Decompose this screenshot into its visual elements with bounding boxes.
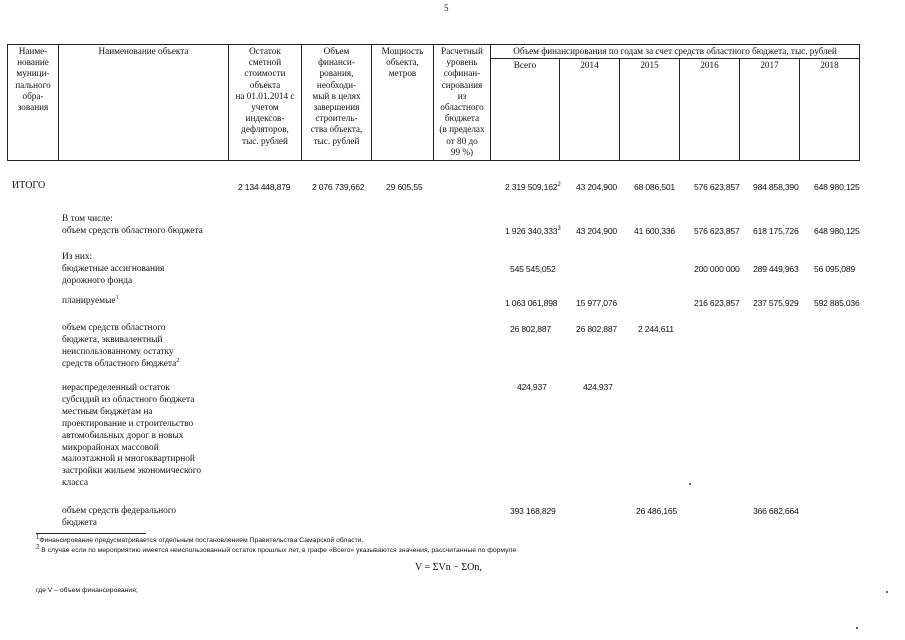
- footnote-divider: [36, 533, 146, 534]
- header-residual: Остаток сметной стоимости объекта на 01.01.2014 с учетом индексов- дефляторов, тыс. рублей: [229, 45, 302, 161]
- header-year-2016: 2016: [680, 59, 740, 161]
- scan-speck: [886, 591, 888, 593]
- total-all: 2 319 509,162$^2$: [505, 182, 561, 192]
- row-road-fund-label: Из них: бюджетные ассигнования дорожного фонда: [62, 252, 165, 286]
- header-year-2015: 2015: [620, 59, 680, 161]
- federal-all: 393 168,829: [510, 506, 556, 516]
- row-regional-label: В том числе: объем средств областного бюджета: [62, 214, 203, 236]
- road-all: 545 545,052: [510, 264, 556, 274]
- total-2017: 984 858,390: [753, 182, 799, 192]
- row-federal-label: объем средств федерального бюджета: [62, 506, 177, 528]
- regional-2014: 43 204,900: [576, 226, 618, 236]
- row-planned-label: планируемые$^1$: [62, 294, 119, 306]
- header-year-2014: 2014: [560, 59, 620, 161]
- federal-2015: 26 486,165: [636, 506, 678, 516]
- road-2017: 289 449,963: [753, 264, 799, 274]
- header-municipality: Наиме- нование муници- пального обра- зования: [8, 45, 59, 161]
- regional-2018: 648 980,125: [814, 226, 860, 236]
- header-funding: Объем финансирования по годам за счет средств областного бюджета, тыс. рублей: [491, 45, 860, 59]
- planned-2017: 237 575,929: [753, 298, 799, 308]
- total-2015: 68 086,501: [634, 182, 676, 192]
- header-table: [7, 44, 860, 161]
- header-year-total: Всего: [491, 59, 560, 161]
- regional-all: 1 926 340,333$^3$: [505, 226, 561, 236]
- equivalent-2015: 2 244,611: [638, 324, 674, 334]
- header-level: Расчетный уровень софинан- сирования из областного бюджета (в пределах от 80 до 99 %): [434, 45, 491, 161]
- road-2018: 56 095,089: [814, 264, 856, 274]
- page-number: 5: [444, 3, 449, 13]
- header-object: Наименование объекта: [59, 45, 229, 161]
- equivalent-all: 26 802,887: [510, 324, 552, 334]
- header-year-2017: 2017: [740, 59, 800, 161]
- regional-2015: 41 600,336: [634, 226, 676, 236]
- total-2016: 576 623,857: [694, 182, 740, 192]
- formula: V = ΣVn − ΣOn,: [415, 562, 482, 573]
- equivalent-2014: 26 802,887: [576, 324, 618, 334]
- header-capacity: Мощность объекта, метров: [372, 45, 434, 161]
- planned-all: 1 063 061,898: [505, 298, 558, 308]
- total-2018: 648 980,125: [814, 182, 860, 192]
- scan-speck: [856, 627, 858, 629]
- footnote-1: $^1$Финансирование предусматривается отдельным постановлением Правительства Самарской области.: [36, 534, 364, 544]
- row-equivalent-label: объем средств областного бюджета, эквивалентный неиспользованному остатку средств областного бюджета$^2$: [62, 323, 180, 369]
- scan-speck: [689, 483, 691, 485]
- federal-2017: 366 682,664: [753, 506, 799, 516]
- regional-2017: 618 175,726: [753, 226, 799, 236]
- row-undistributed-label: нераспределенный остаток субсидий из областного бюджета местным бюджетам на проектирование и строительство автомобильных дорог в новых микрорайонах массовой малоэтажной и многоквартирной застройки жильем экономического класса: [62, 383, 202, 489]
- total-volume: 2 076 739,662: [312, 182, 365, 192]
- regional-2016: 576 623,857: [694, 226, 740, 236]
- road-2016: 200 000 000: [694, 264, 740, 274]
- planned-2014: 15 977,076: [576, 298, 618, 308]
- total-2014: 43 204,900: [576, 182, 618, 192]
- undistributed-2014: 424,937: [583, 382, 613, 392]
- row-total-label: ИТОГО: [12, 180, 46, 191]
- header-volume: Объем финанси- рования, необходи- мый в целях завершения строитель- ства объекта, тыс. рублей: [302, 45, 372, 161]
- planned-2016: 216 623,857: [694, 298, 740, 308]
- footnote-where: где V – объем финансирования;: [36, 587, 138, 594]
- planned-2018: 592 885,036: [814, 298, 860, 308]
- total-residual: 2 134 448,879: [238, 182, 291, 192]
- header-year-2018: 2018: [800, 59, 860, 161]
- undistributed-all: 424,937: [517, 382, 547, 392]
- footnote-2: $^2$ В случае если по мероприятию имеется неиспользованный остаток прошлых лет, в графе «Всего» указываются значения, рассчитанные по формуле: [36, 544, 517, 554]
- total-capacity: 29 605,55: [386, 182, 423, 192]
